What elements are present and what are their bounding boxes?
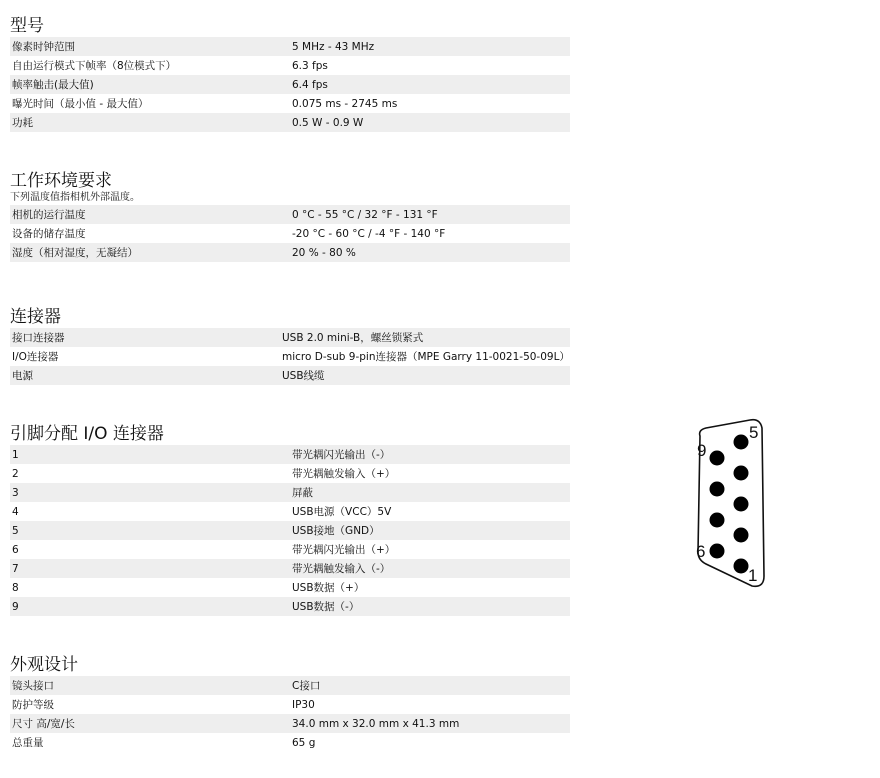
row-value: 20 % - 80 % [292, 246, 356, 259]
table-row [10, 243, 570, 262]
section-design [10, 655, 570, 752]
section-pin-assignment [10, 424, 570, 616]
row-value: USB数据（-） [292, 601, 360, 613]
row-value: 带光耦闪光输出（-） [292, 449, 391, 461]
row-value: 6.3 fps [292, 59, 328, 72]
row-value: 5 MHz - 43 MHz [292, 40, 375, 53]
row-value: USB接地（GND） [292, 525, 380, 537]
table-row [10, 695, 570, 714]
table-row [10, 733, 570, 752]
table-row [10, 366, 570, 385]
row-value: 屏蔽 [292, 487, 313, 499]
table-row [10, 521, 570, 540]
row-value: 0.075 ms - 2745 ms [292, 97, 398, 110]
section-title: 型号 [10, 16, 44, 36]
row-value: 带光耦闪光输出（+） [292, 544, 396, 556]
row-label: 7 [12, 562, 19, 575]
row-value: USB 2.0 mini-B，螺丝锁紧式 [282, 332, 424, 344]
pin-5 [734, 435, 749, 450]
row-label: 湿度（相对湿度，无凝结） [12, 247, 138, 259]
table-row [10, 483, 570, 502]
table-row [10, 113, 570, 132]
row-label: 6 [12, 543, 19, 556]
section-model [10, 16, 570, 132]
row-label: 防护等级 [12, 699, 54, 711]
row-label: 自由运行模式下帧率（8位模式下） [12, 60, 177, 72]
row-label: 2 [12, 467, 19, 480]
row-label: 1 [12, 448, 19, 461]
table-row [10, 37, 570, 56]
table-row [10, 714, 570, 733]
table-row [10, 75, 570, 94]
section-title: 引脚分配 I/O 连接器 [10, 424, 164, 444]
row-value: IP30 [292, 698, 315, 711]
section-environment [10, 171, 570, 262]
row-value: 6.4 fps [292, 78, 328, 91]
connector-outline [698, 420, 764, 587]
row-label: 3 [12, 486, 19, 499]
row-label: 相机的运行温度 [12, 209, 86, 221]
pin-6 [710, 544, 725, 559]
section-title: 工作环境要求 [10, 171, 112, 191]
dsub-connector-diagram [692, 416, 772, 592]
pin-label-9: 9 [697, 441, 707, 460]
table-row [10, 205, 570, 224]
row-value: 带光耦触发输入（+） [292, 468, 396, 480]
row-value: 34.0 mm x 32.0 mm x 41.3 mm [292, 717, 460, 730]
pin-7 [710, 513, 725, 528]
row-value: USB数据（+） [292, 582, 365, 594]
row-label: 设备的储存温度 [12, 228, 86, 240]
section-note: 下列温度值指相机外部温度。 [10, 192, 140, 203]
row-value: 带光耦触发输入（-） [292, 563, 391, 575]
row-label: 帧率触击(最大值) [12, 79, 94, 91]
row-value: 0 °C - 55 °C / 32 °F - 131 °F [292, 208, 438, 221]
row-label: 像素时钟范围 [12, 41, 75, 53]
row-label: 曝光时间（最小值 - 最大值） [12, 98, 149, 110]
section-title: 连接器 [10, 307, 61, 327]
pin-label-5: 5 [749, 423, 759, 442]
row-label: 8 [12, 581, 19, 594]
table-row [10, 540, 570, 559]
pin-label-1: 1 [748, 566, 758, 585]
table-row [10, 676, 570, 695]
table-row [10, 559, 570, 578]
table-row [10, 597, 570, 616]
row-value: micro D-sub 9-pin连接器（MPE Garry 11-0021-50-09L） [282, 351, 570, 363]
row-label: 总重量 [12, 737, 44, 749]
table-row [10, 224, 570, 243]
pin-3 [734, 497, 749, 512]
row-label: 9 [12, 600, 19, 613]
pin-9 [710, 451, 725, 466]
row-value: 65 g [292, 736, 316, 749]
table-row [10, 445, 570, 464]
table-row [10, 347, 570, 366]
row-value: 0.5 W - 0.9 W [292, 116, 364, 129]
row-value: USB电源（VCC）5V [292, 506, 392, 518]
row-label: 4 [12, 505, 19, 518]
row-label: 5 [12, 524, 19, 537]
table-row [10, 464, 570, 483]
pin-2 [734, 528, 749, 543]
row-label: 镜头接口 [12, 680, 54, 692]
pin-4 [734, 466, 749, 481]
row-label: 接口连接器 [12, 332, 65, 344]
row-label: 电源 [12, 370, 33, 382]
row-value: C接口 [292, 680, 321, 692]
pin-8 [710, 482, 725, 497]
table-row [10, 328, 570, 347]
row-value: -20 °C - 60 °C / -4 °F - 140 °F [292, 227, 446, 240]
table-row [10, 502, 570, 521]
table-row [10, 578, 570, 597]
row-label: 功耗 [12, 117, 33, 129]
section-title: 外观设计 [10, 655, 78, 675]
table-row [10, 94, 570, 113]
row-label: 尺寸 高/宽/长 [12, 718, 75, 730]
pin-label-6: 6 [696, 542, 706, 561]
table-row [10, 56, 570, 75]
section-connectors [10, 307, 570, 385]
row-value: USB线缆 [282, 370, 325, 382]
row-label: I/O连接器 [12, 351, 59, 363]
pin-1 [734, 559, 749, 574]
